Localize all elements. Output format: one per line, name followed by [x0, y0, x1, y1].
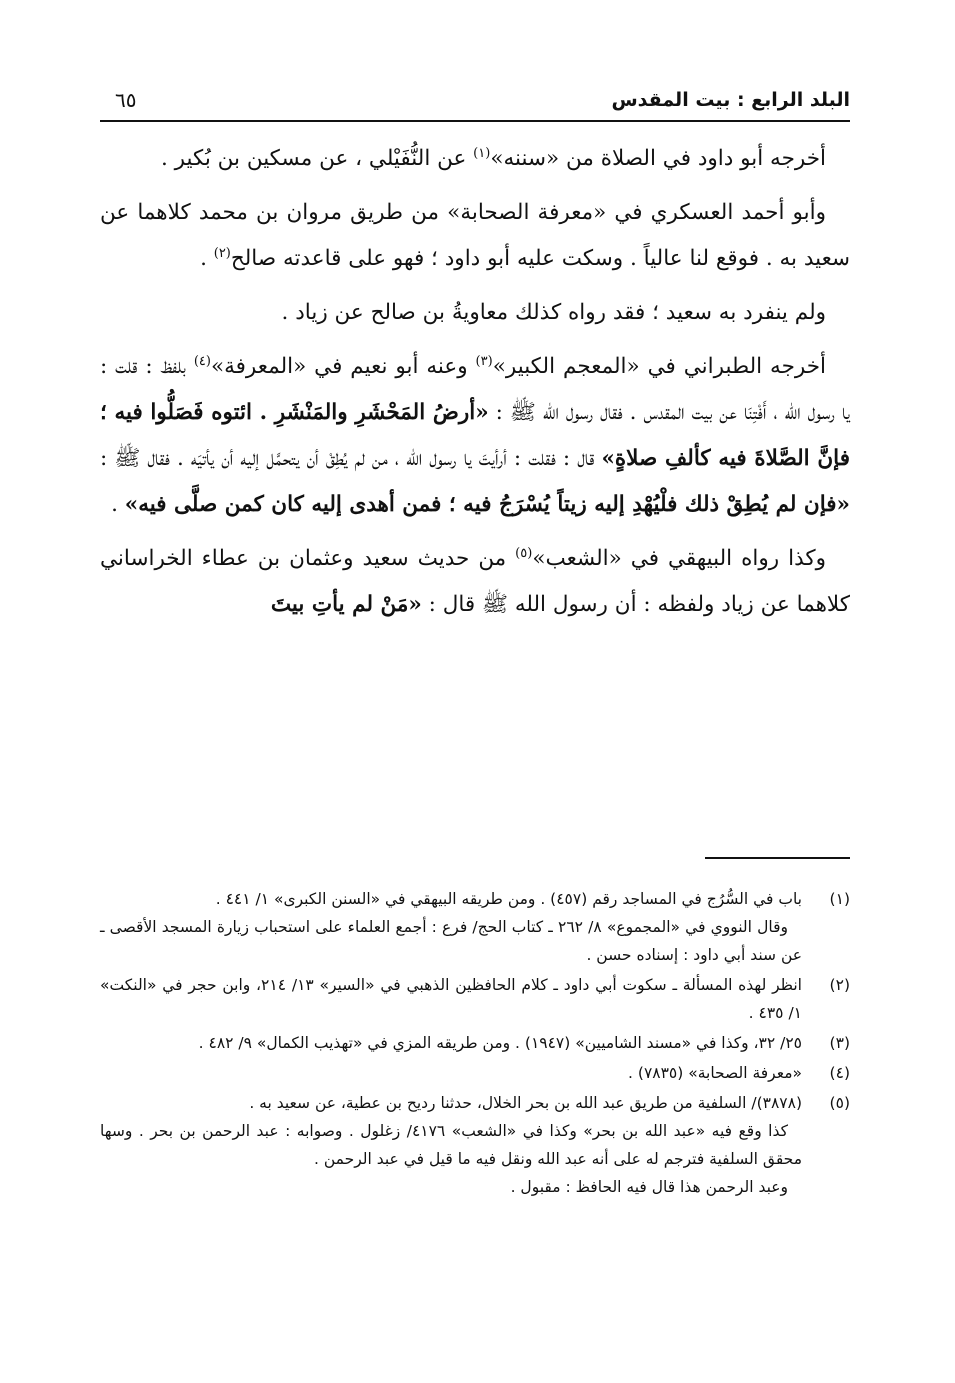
- text-run: ولم ينفرد به سعيد ؛ فقد رواه كذلك معاويةُ بن صالح عن زياد .: [281, 300, 826, 325]
- footnote-1: [100, 885, 850, 969]
- text-run: وأبو أحمد العسكري في «معرفة الصحابة» من طريق مروان بن محمد كلاهما عن سعيد به . فوقع لنا عالياً . وسكت عليه أبو داود ؛ فهو على قاعدته صالح: [100, 200, 850, 271]
- footnote-ref-1[interactable]: (١): [473, 145, 491, 161]
- footnote-number: (٥): [829, 1094, 850, 1112]
- footnote-5: [100, 1089, 850, 1201]
- footnote-text: [100, 971, 802, 1027]
- main-text: [100, 136, 850, 636]
- text-run: بلفظ : قلت : يا رسول الله ، أَفْتِنَا عن بيت المقدس . فقال رسول الله ﷺ :: [100, 354, 850, 425]
- text-run: .: [111, 492, 125, 517]
- footnote-line: وعبد الرحمن هذا قال فيه الحافظ : مقبول .: [510, 1178, 788, 1196]
- paragraph-2: [100, 190, 850, 282]
- paragraph-4: [100, 344, 850, 528]
- footnote-number: (١): [829, 890, 850, 908]
- footnote-number: (٢): [829, 976, 850, 994]
- footnotes: [100, 885, 850, 1203]
- footnote-3: [100, 1029, 850, 1057]
- footnote-separator: [705, 857, 850, 859]
- footnote-text: [100, 1029, 802, 1057]
- paragraph-1: [100, 136, 850, 182]
- page-number: ٦٥: [115, 88, 137, 112]
- footnote-text: [100, 1059, 802, 1087]
- footnote-line: (٣٨٧٨)/ السلفية من طريق عبد الله بن بحر الخلال، حدثنا رديح بن عطية، عن سعيد به .: [249, 1094, 802, 1112]
- text-run: وكذا رواه البيهقي في «الشعب»: [532, 546, 826, 571]
- footnote-line: وقال النووي في «المجموع» ٨/ ٢٦٢ ـ كتاب الحج/ فرع : أجمع العلماء على استحباب زيارة المسجد الأقصى ـ عن سند أبي داود : إسناده حسن .: [100, 918, 802, 964]
- footnote-line: باب في السُّرُج في المساجد رقم (٤٥٧) . ومن طريقه البيهقي في «السنن الكبرى» ١/ ٤٤١ .: [215, 890, 802, 908]
- text-run: .: [200, 246, 214, 271]
- book-page: [100, 70, 850, 1370]
- footnote-2: [100, 971, 850, 1027]
- footnote-number: (٤): [829, 1064, 850, 1082]
- footnote-ref-4[interactable]: (٤): [193, 353, 211, 369]
- footnote-number: (٣): [829, 1034, 850, 1052]
- footnote-line: ٢٥/ ٣٢، وكذا في «مسند الشاميين» (١٩٤٧) . ومن طريقه المزي في «تهذيب الكمال» ٩/ ٤٨٢ .: [198, 1034, 802, 1052]
- running-header: [100, 80, 850, 122]
- footnote-ref-3[interactable]: (٣): [475, 353, 493, 369]
- hadith-quote: «مَنْ لم يأتِ بيتَ: [270, 592, 422, 617]
- footnote-line: انظر لهذه المسألة ـ سكوت أبي داود ـ كلام الحافظين الذهبي في «السير» ١٣/ ٢١٤، وابن حجر في «النكت» ١/ ٤٣٥ .: [100, 976, 802, 1022]
- hadith-quote: «فإن لم يُطِقْ ذلك فلْيُهْدِ إليه زيتاً يُسْرَجُ فيه ؛ فمن أهدى إليه كان كمن صلَّى فيه»: [124, 492, 850, 517]
- footnote-line: كذا وقع فيه «عبد الله بن بحر» وكذا في «الشعب» ٤١٧٦/ زغلول . وصوابه : عبد الرحمن بن بحر . وسها محقق السلفية فترجم له على أنه عبد الله ونقل فيه ما قيل في عبد الرحمن .: [100, 1122, 802, 1168]
- text-run: وعنه أبو نعيم في «المعرفة»: [210, 354, 476, 379]
- paragraph-5: [100, 536, 850, 628]
- paragraph-3: [100, 290, 850, 336]
- text-run: من حديث سعيد وعثمان بن عطاء الخراساني كلاهما عن زياد ولفظه : أن رسول الله ﷺ قال :: [100, 546, 850, 617]
- footnote-text: [100, 885, 802, 969]
- hadith-quote: «أرضُ المَحْشَرِ والمَنْشَرِ . ائتوه فَصَلُّوا فيه ؛ فإنَّ الصَّلاةَ فيه كألفِ صلاةٍ»: [100, 400, 850, 471]
- footnote-ref-5[interactable]: (٥): [515, 545, 533, 561]
- footnote-4: [100, 1059, 850, 1087]
- text-run: أخرجه أبو داود في الصلاة من «سننه»: [490, 146, 826, 171]
- text-run: عن النُّفَيْلي ، عن مسكين بن بُكير .: [160, 146, 474, 171]
- footnote-line: «معرفة الصحابة» (٧٨٣٥) .: [628, 1064, 802, 1082]
- footnote-ref-2[interactable]: (٢): [213, 245, 231, 261]
- text-run: أخرجه الطبراني في «المعجم الكبير»: [492, 354, 826, 379]
- footnote-text: [100, 1089, 802, 1201]
- text-run: قال : فقلت : أرأيتَ يا رسول الله ، من لم يُطِقْ أن يتحمَّل إليه أن يأتيَه . فقال ﷺ :: [100, 446, 602, 471]
- chapter-title: البلد الرابع : بيت المقدس: [611, 89, 850, 111]
